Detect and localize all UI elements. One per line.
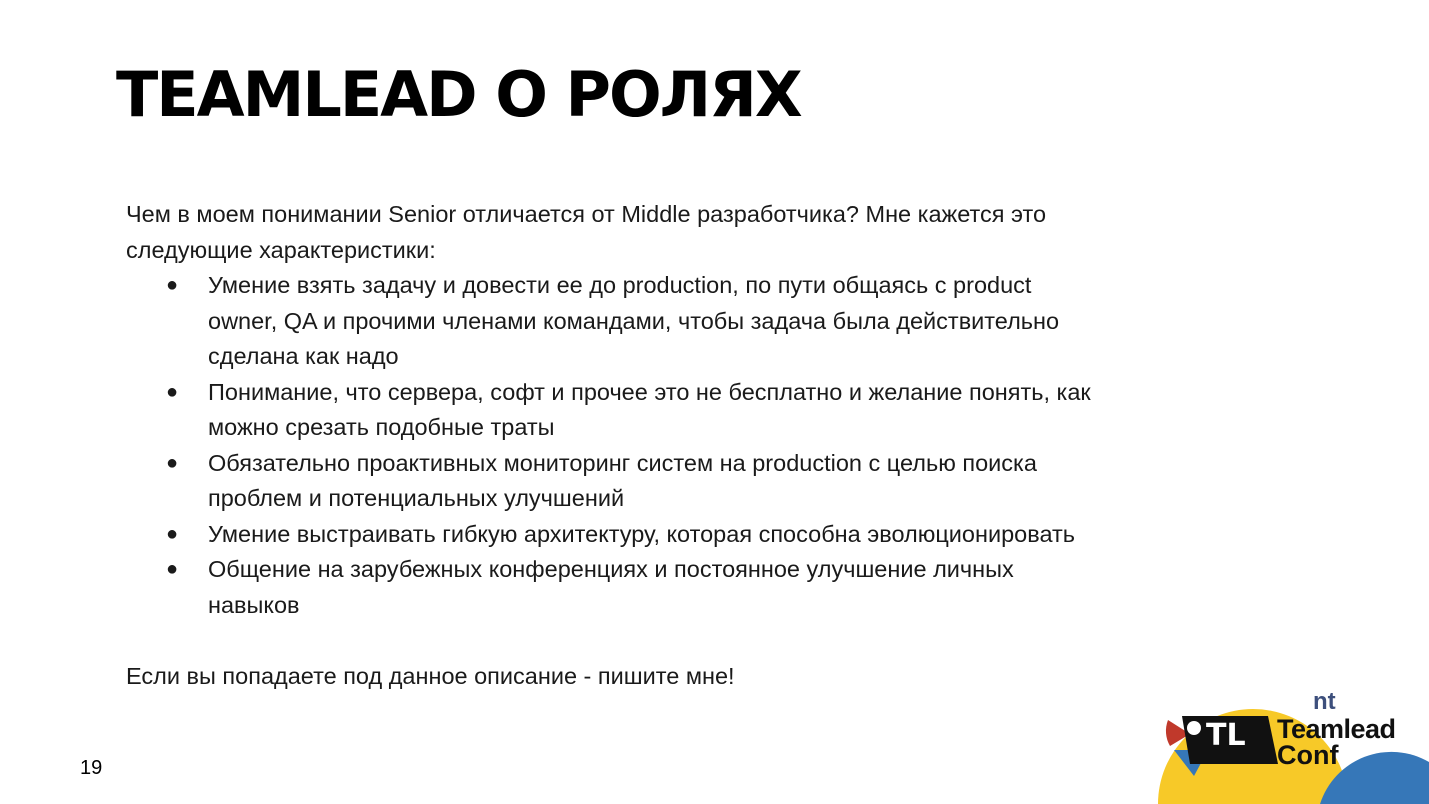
bullet-item	[126, 446, 1226, 517]
logo-int-text: nt	[1313, 688, 1336, 715]
bullet-dot-icon: ●	[166, 558, 179, 580]
bullet-dot-icon: ●	[166, 380, 179, 403]
bullet-dot-icon: ●	[166, 274, 179, 296]
intro-paragraph	[126, 197, 1226, 268]
slide-body	[126, 197, 1226, 695]
outro-paragraph: Если вы попадаете под данное описание - пишите мне!	[126, 663, 735, 689]
bullet-dot-icon: ●	[166, 522, 179, 545]
slide-title: TEAMLEAD О РОЛЯХ	[116, 58, 801, 131]
bullet-line: проблем и потенциальных улучшений	[208, 485, 625, 511]
bullet-line: Общение на зарубежных конференциях и постоянное улучшение личных	[208, 556, 1014, 582]
logo-tl-text: TL	[1206, 718, 1246, 753]
bullet-list	[126, 268, 1226, 623]
bullet-line: навыков	[208, 591, 300, 618]
bullet-line: Понимание, что сервера, софт и прочее это не бесплатно и желание понять, как	[208, 378, 1091, 405]
bullet-line: Умение выстраивать гибкую архитектуру, которая способна эволюционировать	[208, 520, 1076, 547]
intro-line-1: Чем в моем понимании Senior отличается от Middle разработчика? Мне кажется это	[126, 201, 1047, 227]
bullet-line: Обязательно проактивных мониторинг систем на production с целью поиска	[208, 449, 1037, 476]
teamlead-conf-logo	[1150, 684, 1429, 804]
bullet-dot-icon: ●	[166, 451, 179, 474]
bullet-item	[126, 552, 1226, 623]
bullet-line: Умение взять задачу и довести ее до production, по пути общаясь с product	[208, 272, 1032, 298]
logo-white-dot	[1187, 721, 1201, 735]
bullet-item	[126, 517, 1226, 553]
bullet-item	[126, 375, 1226, 446]
bullet-line: owner, QA и прочими членами командами, чтобы задача была действительно	[208, 307, 1060, 334]
bullet-line: можно срезать подобные траты	[208, 414, 555, 440]
logo-conf-text: Conf	[1277, 740, 1339, 770]
bullet-line: сделана как надо	[208, 343, 399, 369]
logo-teamlead-text: Teamlead	[1277, 714, 1396, 744]
intro-line-2: следующие характеристики:	[126, 236, 436, 263]
page-number: 19	[80, 757, 103, 779]
bullet-item	[126, 268, 1226, 375]
